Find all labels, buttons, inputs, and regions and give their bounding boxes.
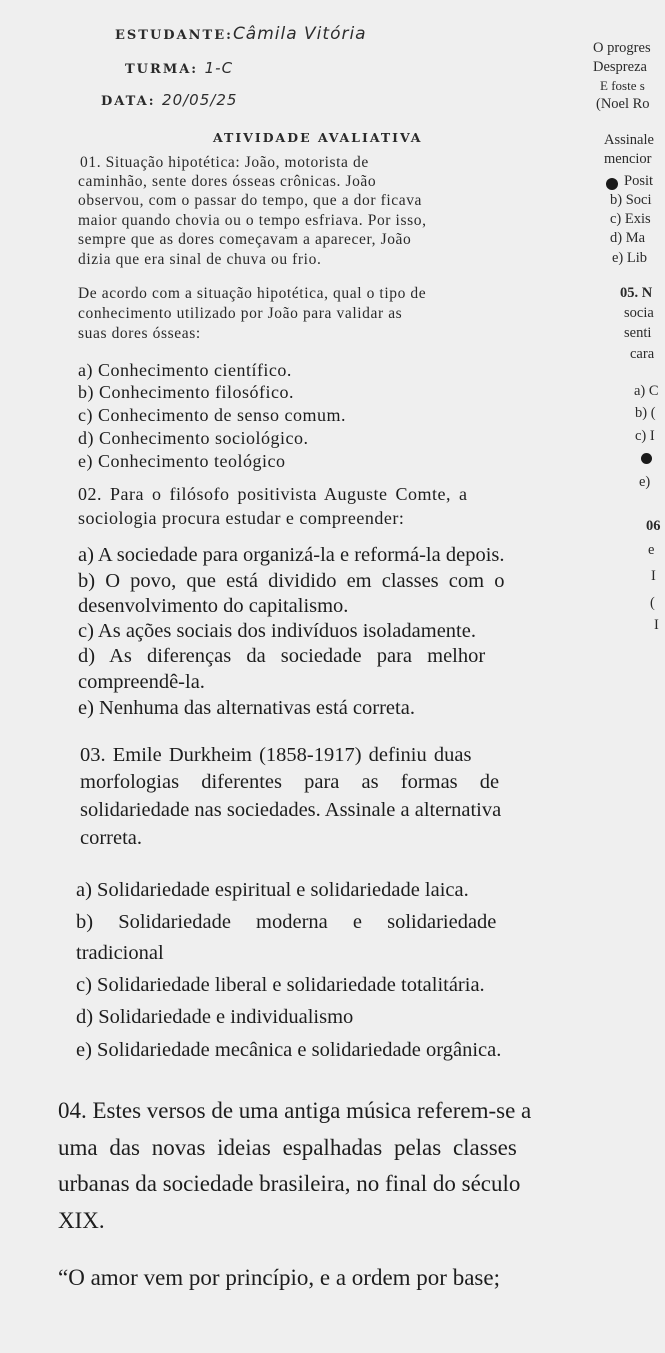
q3-option-b[interactable]: b) Solidariedade moderna e solidariedade	[76, 911, 497, 933]
right-text-13: senti	[624, 325, 652, 341]
q2-option-c[interactable]: c) As ações sociais dos indivíduos isoladamente.	[78, 620, 476, 642]
right-text-16: b) (	[635, 405, 656, 421]
q2-line-1: 02. Para o filósofo positivista Auguste Comte, a	[78, 484, 468, 504]
q3-line-2: morfologias diferentes para as formas de	[80, 771, 500, 793]
q1-line-2: caminhão, sente dores ósseas crônicas. João	[78, 173, 377, 190]
q2-option-b-cont: desenvolvimento do capitalismo.	[78, 595, 349, 617]
q3-line-1: 03. Emile Durkheim (1858-1917) definiu duas	[80, 744, 472, 766]
right-text-17: c) I	[635, 428, 655, 444]
q2-option-d-cont: compreendê-la.	[78, 671, 205, 693]
q3-line-3: solidariedade nas sociedades. Assinale a alternativa	[80, 799, 502, 821]
q4-line-4: XIX.	[58, 1208, 105, 1233]
right-text-21: I	[651, 568, 656, 584]
q2-option-a[interactable]: a) A sociedade para organizá-la e reformá-la depois.	[78, 544, 505, 566]
q1-line-5: sempre que as dores começavam a aparecer, João	[78, 231, 412, 248]
class-line	[125, 59, 233, 77]
class-value: 1-C	[204, 59, 234, 77]
q3-option-c[interactable]: c) Solidariedade liberal e solidariedade totalitária.	[76, 974, 485, 996]
right-text-10: e) Lib	[612, 250, 648, 266]
q3-line-4: correta.	[80, 827, 143, 849]
answer-mark-dot	[606, 178, 618, 190]
q1-question-2: conhecimento utilizado por João para validar as	[78, 305, 403, 322]
q2-option-b[interactable]: b) O povo, que está dividido em classes com o	[78, 570, 505, 592]
q3-option-d[interactable]: d) Solidariedade e individualismo	[76, 1006, 354, 1028]
right-text-23: I	[654, 617, 659, 633]
q3-option-e[interactable]: e) Solidariedade mecânica e solidariedade orgânica.	[76, 1039, 502, 1061]
page-title: ATIVIDADE AVALIATIVA	[213, 130, 423, 145]
date-line	[101, 91, 237, 109]
right-text-19: 06	[646, 518, 661, 534]
q2-line-2: sociologia procura estudar e compreender:	[78, 508, 405, 528]
q2-option-d[interactable]: d) As diferenças da sociedade para melhor	[78, 645, 486, 667]
q4-line-2: uma das novas ideias espalhadas pelas classes	[58, 1135, 517, 1160]
right-text-8: c) Exis	[610, 211, 651, 227]
q4-line-1: 04. Estes versos de uma antiga música referem-se a	[58, 1098, 532, 1123]
q1-option-c[interactable]: c) Conhecimento de senso comum.	[78, 405, 346, 425]
q1-line-3: observou, com o passar do tempo, que a dor ficava	[78, 192, 423, 209]
right-text-5: mencior	[604, 151, 652, 167]
right-text-15: a) C	[634, 383, 659, 399]
q3-option-b-cont: tradicional	[76, 942, 164, 964]
date-value: 20/05/25	[162, 91, 238, 109]
right-text-11: 05. N	[620, 285, 653, 301]
date-label: DATA:	[101, 94, 156, 109]
class-label: TURMA:	[125, 62, 199, 77]
q1-question-1: De acordo com a situação hipotética, qual o tipo de	[78, 285, 427, 302]
q1-line-4: maior quando chovia ou o tempo esfriava. Por isso,	[78, 212, 427, 229]
student-name: Câmila Vitória	[232, 24, 367, 44]
right-text-3: (Noel Ro	[596, 96, 650, 112]
right-text-12: socia	[624, 305, 654, 321]
student-label: ESTUDANTE:	[115, 28, 233, 43]
right-text-4: Assinale	[604, 132, 654, 148]
q1-line-1	[80, 154, 549, 172]
answer-mark-dot-2	[641, 453, 652, 464]
q1-option-b[interactable]: b) Conhecimento filosófico.	[78, 382, 294, 402]
right-text-6: Posit	[624, 173, 654, 189]
q1-option-a[interactable]: a) Conhecimento científico.	[78, 360, 292, 380]
q1-text-1: 01. Situação hipotética: João, motorista de	[80, 154, 369, 171]
q3-option-a[interactable]: a) Solidariedade espiritual e solidariedade laica.	[76, 879, 469, 901]
right-text-14: cara	[630, 346, 655, 362]
student-line	[115, 24, 367, 44]
right-text-22: (	[650, 595, 655, 611]
q1-question-3: suas dores ósseas:	[78, 325, 201, 342]
q1-option-d[interactable]: d) Conhecimento sociológico.	[78, 428, 309, 448]
right-text-9: d) Ma	[610, 230, 646, 246]
q1-line-6: dizia que era sinal de chuva ou frio.	[78, 251, 322, 268]
right-text-1: Despreza	[593, 59, 647, 75]
q4-line-3: urbanas da sociedade brasileira, no final do século	[58, 1171, 521, 1196]
right-text-7: b) Soci	[610, 192, 652, 208]
right-text-2: E foste s	[600, 78, 645, 93]
right-text-18: e)	[639, 474, 651, 490]
q2-option-e[interactable]: e) Nenhuma das alternativas está correta.	[78, 697, 415, 719]
right-text-0: O progres	[593, 40, 651, 56]
right-text-20: e	[648, 542, 655, 558]
q1-option-e[interactable]: e) Conhecimento teológico	[78, 451, 286, 471]
q4-line-5: “O amor vem por princípio, e a ordem por base;	[58, 1265, 500, 1290]
